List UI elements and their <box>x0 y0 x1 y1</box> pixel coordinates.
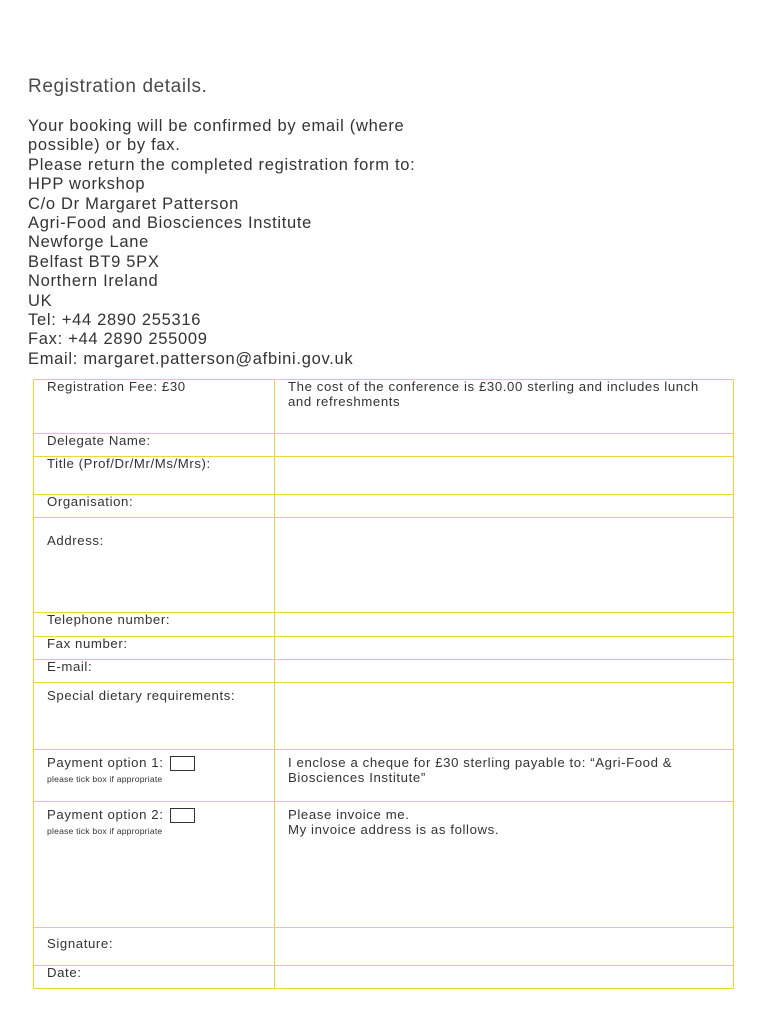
payment-option-2-hint: please tick box if appropriate <box>47 826 163 836</box>
delegate-name-row <box>34 434 734 457</box>
organisation-field[interactable] <box>275 495 734 518</box>
intro-line: Your booking will be confirmed by email (where <box>28 117 405 135</box>
dietary-field[interactable] <box>275 683 734 750</box>
telephone-row <box>34 613 734 637</box>
registration-form <box>33 379 734 989</box>
address-label: Address: <box>34 518 275 613</box>
title-row <box>34 457 734 495</box>
payment-option-2-label: Payment option 2: <box>47 807 164 823</box>
delegate-name-field[interactable] <box>275 434 734 457</box>
payment-option-1-text: I enclose a cheque for £30 sterling payable to: “Agri-Food & Biosciences Institute” <box>275 750 734 802</box>
intro-line: HPP workshop <box>28 175 146 194</box>
payment-option-1-checkbox[interactable] <box>170 756 195 771</box>
dietary-row <box>34 683 734 750</box>
fax-label: Fax number: <box>34 637 275 660</box>
payment-option-1-row <box>34 750 734 802</box>
intro-line: Fax: +44 2890 255009 <box>28 330 208 349</box>
intro-line: UK <box>28 291 53 310</box>
address-field[interactable] <box>275 518 734 613</box>
intro-line: Email: margaret.patterson@afbini.gov.uk <box>28 349 354 368</box>
payment-option-2-line: Please invoice me. <box>288 807 410 822</box>
telephone-field[interactable] <box>275 613 734 637</box>
email-label: E-mail: <box>34 660 275 683</box>
email-row <box>34 660 734 683</box>
payment-option-1-hint: please tick box if appropriate <box>47 774 163 784</box>
intro-line: possible) or by fax. <box>28 136 181 155</box>
payment-option-1-label: Payment option 1: <box>47 755 164 771</box>
date-field[interactable] <box>275 966 734 989</box>
payment-option-1-cell <box>34 750 275 802</box>
intro-line: Agri-Food and Biosciences Institute <box>28 214 313 233</box>
delegate-name-label: Delegate Name: <box>34 434 275 457</box>
intro-line: Belfast BT9 5PX <box>28 252 160 271</box>
fax-row <box>34 637 734 660</box>
organisation-row <box>34 495 734 518</box>
fax-field[interactable] <box>275 637 734 660</box>
address-row <box>34 518 734 613</box>
fee-info: The cost of the conference is £30.00 sterling and includes lunch and refreshments <box>275 380 734 434</box>
payment-option-2-checkbox[interactable] <box>170 808 195 823</box>
page-title: Registration details. <box>28 76 208 97</box>
title-field[interactable] <box>275 457 734 495</box>
intro-line: Newforge Lane <box>28 233 150 252</box>
intro-line: Northern Ireland <box>28 272 159 291</box>
intro-line: Please return the completed registration form to: <box>28 155 416 174</box>
dietary-label: Special dietary requirements: <box>34 683 275 750</box>
signature-label: Signature: <box>34 928 275 966</box>
fee-row <box>34 380 734 434</box>
date-row <box>34 966 734 989</box>
payment-option-2-text[interactable] <box>275 802 734 928</box>
intro-text <box>28 117 668 369</box>
organisation-label: Organisation: <box>34 495 275 518</box>
intro-line: C/o Dr Margaret Patterson <box>28 194 239 213</box>
signature-field[interactable] <box>275 928 734 966</box>
signature-row <box>34 928 734 966</box>
date-label: Date: <box>34 966 275 989</box>
fee-label: Registration Fee: £30 <box>34 380 275 434</box>
payment-option-2-row <box>34 802 734 928</box>
telephone-label: Telephone number: <box>34 613 275 637</box>
payment-option-2-line: My invoice address is as follows. <box>288 821 500 837</box>
payment-option-2-cell <box>34 802 275 928</box>
title-label: Title (Prof/Dr/Mr/Ms/Mrs): <box>34 457 275 495</box>
email-field[interactable] <box>275 660 734 683</box>
intro-line: Tel: +44 2890 255316 <box>28 311 202 330</box>
